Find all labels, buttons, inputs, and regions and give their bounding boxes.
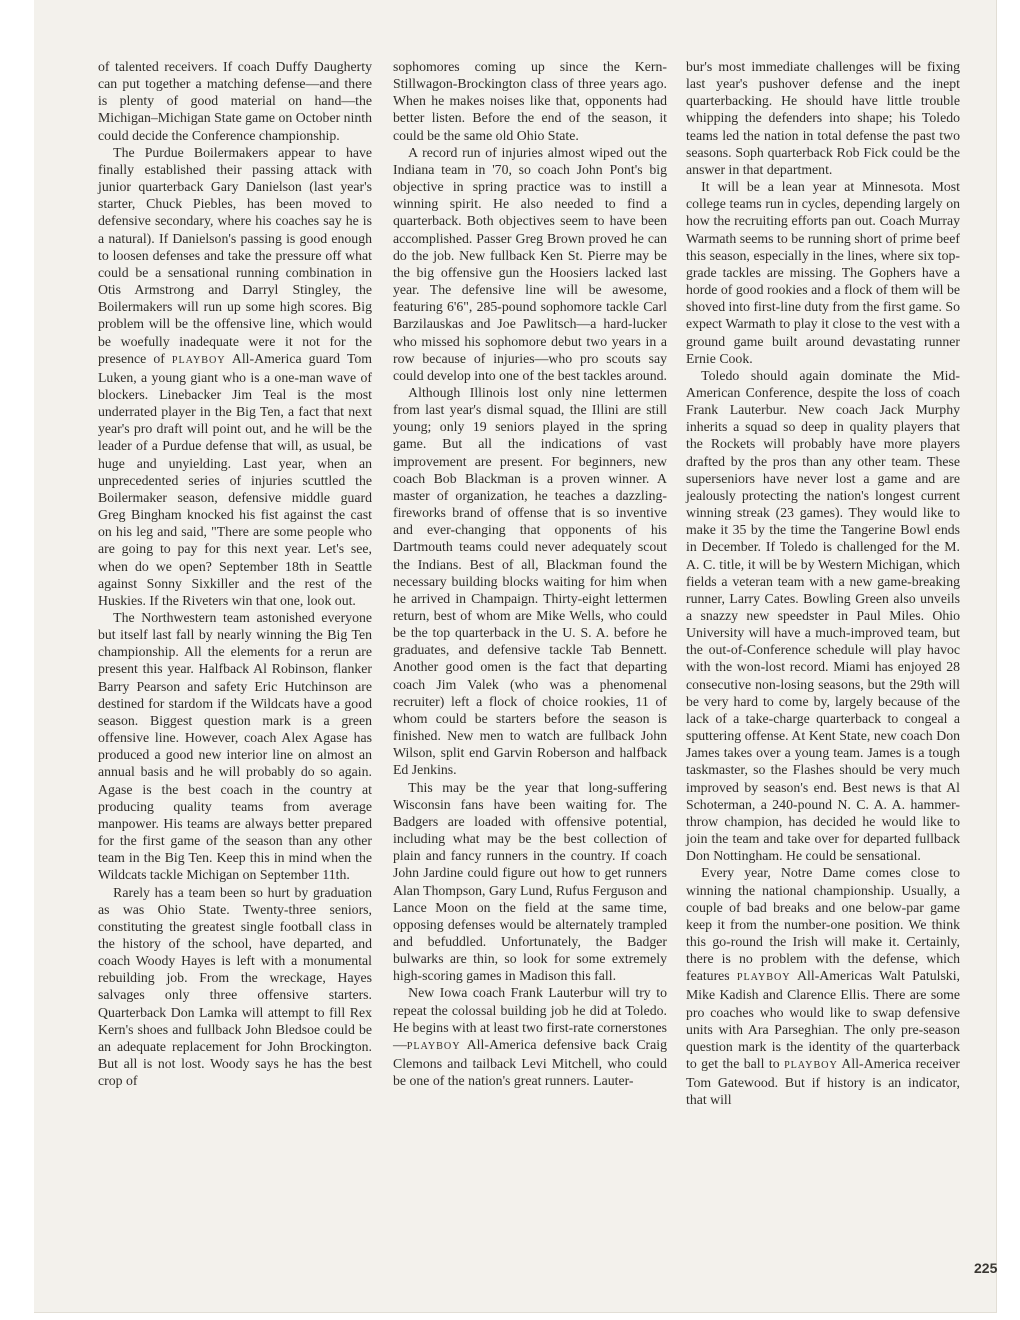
paragraph-michigan-state: of talented receivers. If coach Duffy Daugherty can put together a matching defense—and there is plenty of good material on hand—the Michigan–Michigan State game on October ninth could decide the Conference championship.: [98, 59, 372, 143]
text-column-2: [393, 58, 667, 1089]
paragraph-notre-dame: [686, 864, 960, 1108]
paragraph-ohio-state: Rarely has a team been so hurt by graduation as was Ohio State. Twenty-three seniors, constituting the greatest single football class in the history of the school, have departed, and coach Woody Hayes is left with a monumental rebuilding job. From the wreckage, Hayes salvages only three offensive starters. Quarterback Don Lamka will attempt to fill Rex Kern's shoes and fullback John Bledsoe could be an adequate replacement for John Brockington. But all is not lost. Woody says he has the best crop of: [98, 884, 372, 1089]
paragraph-purdue: [98, 144, 372, 609]
paragraph-wisconsin: This may be the year that long-suffering Wisconsin fans have been waiting for. The Badgers are loaded with offensive potential, including what may be the best collection of plain and fancy runners in the country. If coach John Jardine could figure out how to get runners Alan Thompson, Gary Lund, Rufus Ferguson and Lance Moon on the field at the same time, opposing defenses would be alternately trampled and befuddled. Unfortunately, the Badger bulwarks are thin, so look for some extremely high-scoring games in Madison this fall.: [393, 779, 667, 984]
magazine-page: [34, 0, 997, 1313]
paragraph-text: The Purdue Boilermakers appear to have finally established their passing attack with junior quarterback Gary Danielson (last year's starter, Chuck Piebles, has been moved to defensive secondary, where his coaches say he is a natural). If Danielson's passing is good enough to loosen defenses and take the pressure off what could be a sensational running combination in Otis Armstrong and Darryl Stingley, the Boilermakers will run up some high scores. Big problem will be the offensive line, which would be woefully inadequate were it not for the presence of: [98, 144, 372, 366]
paragraph-northwestern: The Northwestern team astonished everyone but itself last fall by nearly winning the Big Ten championship. All the elements for a rerun are present this year. Halfback Al Robinson, flanker Barry Pearson and safety Eric Hutchinson are destined for stardom if the Wildcats have a good season. Biggest question mark is a green offensive line. However, coach Alex Agase has produced a good new interior line on almost an annual basis and he will probably do so again. Agase is the best coach in the country at producing quality teams from average manpower. His teams are always better prepared for the first game of the season than any other team in the Big Ten. Keep this in mind when the Wildcats tackle Michigan on September 11th.: [98, 610, 372, 883]
paragraph-text: All-America receiver Tom Gatewood. But if history is an indicator, that will: [686, 1056, 960, 1108]
playboy-smallcaps: PLAYBOY: [736, 972, 791, 984]
paragraph-text: Every year, Notre Dame comes close to winning the national championship. Usually, a couple of bad breaks and one below-par game keep it from the number-one position. We think this go-round the Irish will make it. Certainly, there is no problem with the defense, which features: [686, 865, 960, 984]
paragraph-iowa: [393, 984, 667, 1089]
paragraph-toledo: Toledo should again dominate the Mid-American Conference, despite the loss of coach Frank Lauterbur. New coach Jack Murphy inherits a squad so deep in quality players that the Rockets will probably have more players drafted by the pros than any other team. These superseniors have never lost a game and are jealously protecting the nation's longest current winning streak (23 games). They would like to make it 35 by the time the Tangerine Bowl ends in December. If Toledo is challenged for the M. A. C. title, it will be by Western Michigan, which fields a veteran team with a new game-breaking runner, Larry Cates. Bowling Green also unveils a snazzy new speedster in Paul Miles. Ohio University will have a much-improved team, but the out-of-Conference schedule will play havoc with the won-lost record. Miami has enjoyed 28 consecutive non-losing seasons, but the 29th will be very hard to come by, largely because of the lack of a take-charge quarterback to congeal a sputtering offense. At Kent State, new coach Don James takes over a young team. James is a tough taskmaster, so the Flashes should be very much improved by season's end. Best news is that Al Schoterman, a 240-pound N. C. A. A. hammer-throw champion, has decided he would like to join the team and take over for departed fullback Don Nottingham. He could be sensational.: [686, 367, 960, 864]
text-column-3: [686, 58, 960, 1109]
paragraph-text: All-Americas Walt Patulski, Mike Kadish and Clarence Ellis. There are some pro coaches who would like to swap defensive units with Ara Parseghian. The only pre-season question mark is the identity of the quarterback to get the ball to: [686, 968, 960, 1072]
paragraph-ohio-state-cont: sophomores coming up since the Kern-Stillwagon-Brockington class of three years ago. When he makes noises like that, opponents had better listen. Before the end of the season, it could be the same old Ohio State.: [393, 59, 667, 143]
page-number: 225: [974, 1260, 998, 1276]
paragraph-indiana: A record run of injuries almost wiped out the Indiana team in '70, so coach John Pont's big objective in spring practice was to instill a winning spirit. He also needed to find a quarterback. Both objectives seem to have been accomplished. Passer Greg Brown proved he can do the job. New fullback Ken St. Pierre may be the big offensive gun the Hoosiers lacked last year. The defensive line will be awesome, featuring 6'6", 285-pound sophomore tackle Carl Barzilauskas and Joe Pawlitsch—a hard-lucker who missed his sophomore debut two years in a row because of injuries—who pro scouts say could develop into one of the best tackles around.: [393, 144, 667, 383]
playboy-smallcaps: PLAYBOY: [406, 1040, 461, 1052]
playboy-smallcaps: PLAYBOY: [784, 1060, 838, 1072]
paragraph-illinois: Although Illinois lost only nine lettermen from last year's dismal squad, the Illini are still young; only 19 seniors played in the spring game. But all the indications of vast improvement are present. For beginners, new coach Bob Blackman is a proven winner. A master of organization, he teaches a dazzling-fireworks brand of offense that is so inventive and ever-changing that opponents of his Dartmouth teams could never adequately scout the Indians. Best of all, Blackman found the necessary building blocks waiting for him when he arrived in Champaign. Thirty-eight lettermen return, best of whom are Mike Wells, who could be the top quarterback in the U. S. A. before he graduates, and defensive tackle Tab Bennett. Another good omen is the fact that departing coach Jim Valek (who was a phenomenal recruiter) left a flock of choice rookies, 11 of whom could be starters before the season is finished. New men to watch are fullback John Wilson, split end Garvin Roberson and halfback Ed Jenkins.: [393, 384, 667, 778]
paragraph-minnesota: It will be a lean year at Minnesota. Most college teams run in cycles, depending largely on how the recruiting efforts pan out. Coach Murray Warmath seems to be running short of prime beef this season, especially in the lines, where six top-grade tackles are missing. The Gophers have a horde of good rookies and a flock of them will be shoved into first-line duty from the first game. So expect Warmath to play it close to the vest with a ground game built around devastating runner Ernie Cook.: [686, 179, 960, 366]
playboy-smallcaps: PLAYBOY: [171, 354, 226, 366]
text-column-1: [98, 58, 372, 1089]
paragraph-text: All-America guard Tom Luken, a young giant who is a one-man wave of blockers. Linebacker Jim Teal is the most underrated player in the Big Ten, a fact that next year's pro draft will point out, and he will be the leader of a Purdue defense that will, as usual, be huge and unyielding. Last year, when an unprecedented series of injuries scuttled the Boilermaker season, defensive middle guard Greg Bingham knocked his fist against the cast on his leg and said, "There are some people who are going to pay for this next year. Let's see, when do we open? September 18th in Seattle against Sonny Sixkiller and the rest of the Huskies. If the Riveters win that one, look out.: [98, 350, 372, 608]
paragraph-text: All-America defensive back Craig Clemons and tailback Levi Mitchell, who could be one of the nation's great runners. Lauter-: [393, 1036, 667, 1089]
paragraph-iowa-cont: bur's most immediate challenges will be fixing last year's pushover defense and the inept quarterbacking. He should have little trouble whipping the defenders into shape; his Toledo teams led the nation in total defense the past two seasons. Soph quarterback Rob Fick could be the answer in that department.: [686, 59, 960, 177]
paragraph-text: New Iowa coach Frank Lauterbur will try to repeat the colossal building job he did at Toledo. He begins with at least two first-rate cornerstones—: [393, 985, 667, 1052]
